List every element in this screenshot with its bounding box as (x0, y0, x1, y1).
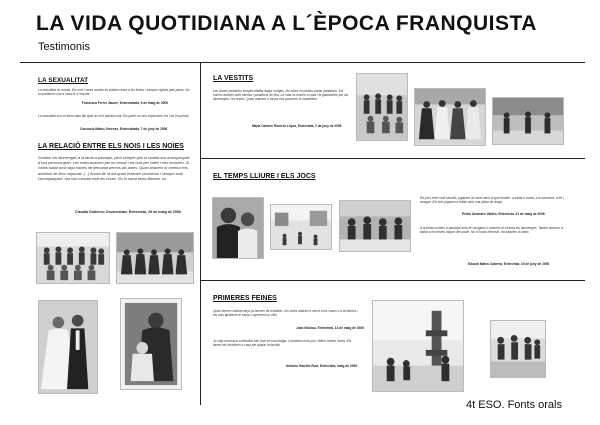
divider-temps-feines (200, 280, 585, 281)
temps-text-1: Els jocs eren molt senzills, jugàvem al carrer amb el que teníem: a saltar a corda, a la xarranca, a fet i amagar. Els nois jugaven a futbol amb una pilota de draps. (420, 196, 564, 205)
section-title-temps: EL TEMPS LLIURE I ELS JOCS (213, 173, 316, 180)
photo-feines-group (490, 320, 546, 378)
page-title: LA VIDA QUOTIDIANA A L´ÈPOCA FRANQUISTA (36, 12, 537, 35)
divider-vestits-temps (200, 158, 585, 159)
feines-cite-1: Joan Nicolau, Entrevista, 14 de maig de 2006 (296, 326, 364, 330)
vestits-cite: Maria Carmen Romero López, Entrevista, 2 de juny de 2006 (252, 124, 342, 128)
sexualitat-cite-2: Consuelo Mateu Jiménez, Entrevistada, 7 de juny de 2006 (80, 127, 168, 131)
photo-family-group (36, 232, 110, 284)
section-title-sexualitat: LA SEXUALITAT (38, 77, 89, 84)
temps-text-2: A la tarda sortíem a passejar amb les amigues o anàvem al cinema els diumenges. També anàvem a ballar a les festes majors del poble. No hi havia televisió, escoltàvem la ràdio. (420, 226, 563, 235)
top-divider (20, 62, 585, 63)
photo-temps-plaza (270, 204, 332, 250)
section-title-vestits: LA VESTITS (213, 75, 254, 82)
temps-cite-1: Pedro Aleandro Valdés, Entrevista, 31 de maig de 2006 (462, 212, 545, 216)
temps-cite-2: Eduard Mateu Cabrera, Entrevista, 10 de juny de 2006 (468, 262, 550, 266)
vestits-text: Les dones portàvem sempre faldilla llarga i mitges, les noies no podien portar pantalons. Els homes anaven amb camisa i pantalons de tela. La roba la cosíem a casa i la guardàvem per als diumenges i les festes. Quan anàvem a missa ens posàvem la mantellina. (213, 89, 349, 102)
photo-vestits-women (414, 88, 486, 146)
photo-vestits-street (492, 97, 564, 145)
photo-temps-couple (212, 197, 264, 259)
relacio-cite: Claudia Gutiérrez Covarrubias. Entrevista, 29 de maig de 2006 (75, 210, 181, 214)
photo-feines-workers (372, 300, 464, 392)
photo-mother-child (120, 298, 182, 390)
section-title-relacio: LA RELACIÓ ENTRE ELS NOIS I LES NOIES (38, 143, 184, 150)
feines-text-2: Jo vaig començar a treballar ben jove en una botiga. Cobràvem molt poc i fèiem moltes hores. Els diners els donàvem a casa per ajudar la família. (213, 339, 352, 348)
sexualitat-cite-1: Francisca Ferrer Jaume, Entrevistada, 9 de maig de 2006 (82, 101, 168, 105)
photo-wedding-couple (38, 300, 98, 394)
relacio-text: Sortíem els diumenges a la tarda a passejar, però sempre que la sortida era acompanyats d'una persona gran. Les noies anàvem per un costat i els nois per l'altre i ens miràvem. Si volies ballar amb algú havies de demanar permís als pares. Quan anàvem al cinema ens asseiem en llocs separats. [...] Anava de la mà quan estàvem promesos i sempre amb l'acompanyant. Ara han canviat molt les coses. No hi havia tanta llibertat, no. (38, 156, 190, 181)
feines-cite-2: Antonio Garrido Ruiz, Entrevista, maig de 2006 (286, 364, 358, 368)
page-subtitle: Testimonis (38, 41, 90, 53)
sexualitat-text-1: La sexualitat no existia. Els nois i noies només es podien veure a les festes i sempre vigilats pels pares. No en parlàvem mai a casa ni a l'escola. (38, 88, 190, 97)
footer-label: 4t ESO. Fonts orals (466, 399, 562, 411)
photo-women-street (116, 232, 194, 284)
center-divider (200, 63, 201, 405)
photo-vestits-group (356, 73, 408, 141)
feines-text-1: Quan teníem catorze anys ja havíem de treballar. Les noies anaven a servir a les cases o a la fàbrica i els nois ajudaven al camp o aprenien un ofici. (213, 309, 358, 318)
section-title-feines: PRIMERES FEINES (213, 295, 277, 302)
photo-temps-group (339, 200, 411, 252)
sexualitat-text-2: La sexualitat era un tema tabú del qual no se'n parlava mai. Els pares no ens explicaven res i tot era pecat. (38, 114, 190, 118)
